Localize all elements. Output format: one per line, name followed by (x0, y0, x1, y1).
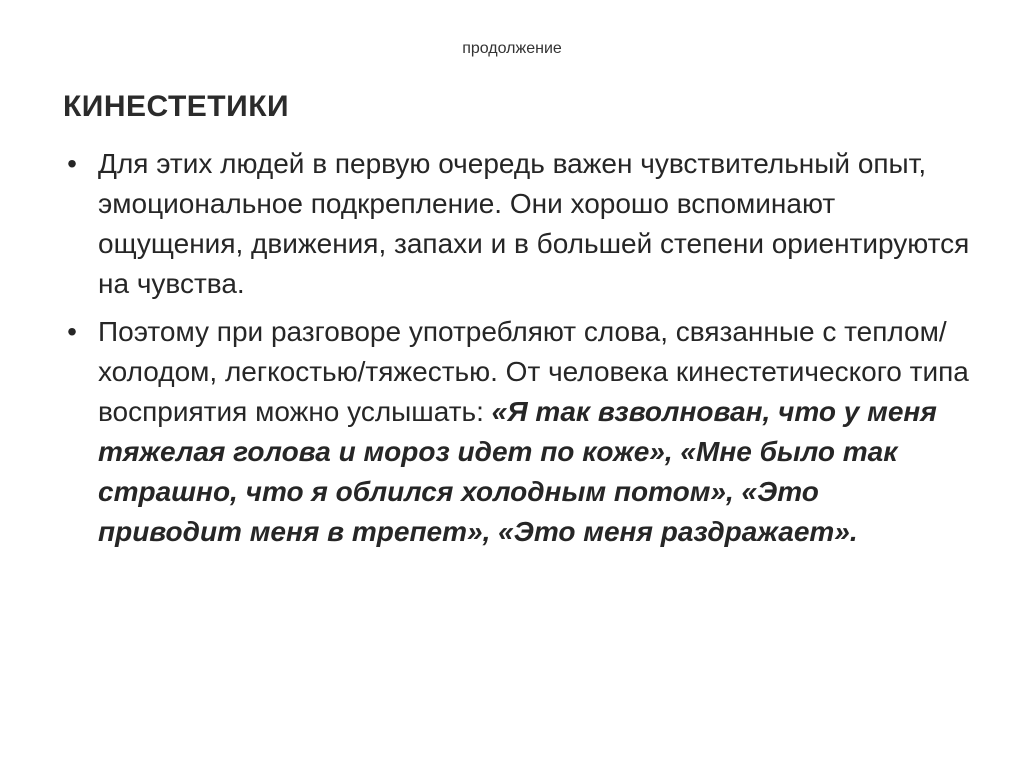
bullet-item (60, 312, 970, 552)
bullet-quote: «Я так взволнован, что у меня тяжелая голова и мороз идет по коже», «Мне было так страшно, что я облился холодным потом», «Это приводит меня в трепет», «Это меня раздражает». (98, 396, 937, 547)
bullet-icon: • (67, 148, 77, 179)
bullet-text: Для этих людей в первую очередь важен чувствительный опыт, эмоциональное подкрепление. Они хорошо вспоминают ощущения, движения, запахи и в большей степени ориентируются на чувства. (98, 148, 970, 299)
bullet-list (60, 144, 970, 560)
slide-subtitle: продолжение (462, 40, 562, 57)
slide-heading: КИНЕСТЕТИКИ (63, 90, 290, 123)
bullet-item (60, 144, 970, 304)
bullet-text: Поэтому при разговоре употребляют слова, связанные с теплом/холодом, легкостью/тяжестью. От человека кинестетического типа восприятия можно услышать: (98, 316, 969, 427)
bullet-icon: • (67, 316, 77, 347)
